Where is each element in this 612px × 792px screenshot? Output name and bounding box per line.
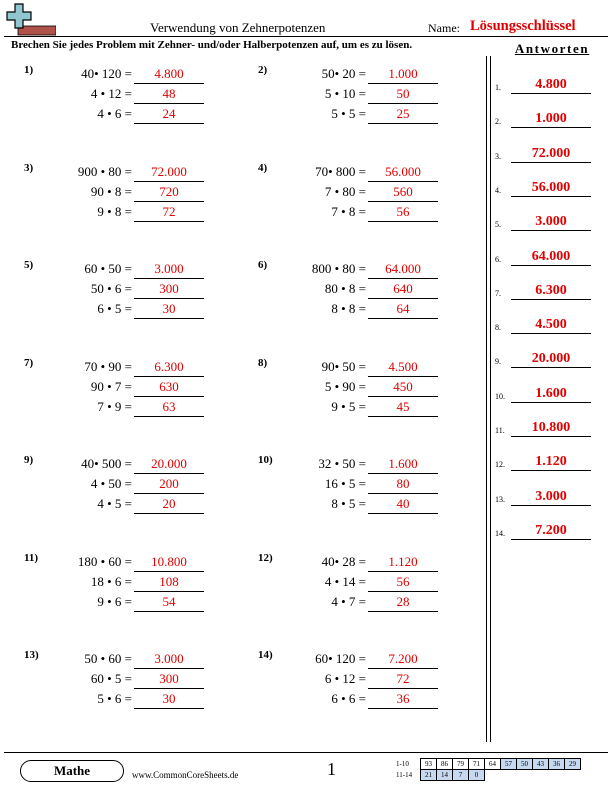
score-cell: 57 [501,759,517,770]
problem-number: 6) [258,259,268,271]
problem-line [24,86,224,106]
problem-answer-blank[interactable]: 48 [134,86,204,104]
answer-column-divider-inner [490,56,491,742]
answer-key-number: 11. [495,426,505,435]
problem-expression: 60 • 50 = [84,261,132,276]
score-row [396,770,581,781]
problem-answer-blank[interactable]: 54 [134,594,204,612]
answer-key-value[interactable]: 72.000 [511,145,591,163]
score-cell: 21 [421,770,437,781]
name-label: Name: [428,21,460,35]
problem-answer-blank[interactable]: 300 [134,671,204,689]
answer-key-item [495,141,605,163]
problem-expression: 7 • 9 = [97,398,132,414]
problem-line [258,204,458,224]
answer-key-number: 14. [495,528,505,538]
instructions: Brechen Sie jedes Problem mit Zehner- und/oder Halberpotenzen auf, um es zu lösen. [11,39,413,51]
problem-line [258,594,458,614]
problem-answer-blank[interactable]: 7.200 [368,651,438,669]
problem-answer-blank[interactable]: 72.000 [134,164,204,182]
answer-key-item [495,484,605,506]
problem-expression: 40• 28 = [321,553,366,569]
problem-line [24,204,224,224]
problem-line [258,496,458,516]
problem-line [24,399,224,419]
score-cell: 36 [549,759,565,770]
problem-expression: 7 • 80 = [324,183,366,199]
problem-expression: 60 • 5 = [90,671,132,686]
answer-key-number: 1. [495,83,501,92]
problem-expression: 8 • 8 = [331,301,366,316]
problem-expression: 5 • 90 = [324,378,366,394]
answer-key-value[interactable]: 3.000 [511,488,591,506]
problem-line [258,399,458,419]
problem-number: 3) [24,161,34,174]
problem-answer-blank[interactable]: 80 [368,476,438,494]
problem-expression: 70• 800 = [315,163,366,179]
problem-expression: 180 • 60 = [77,553,132,569]
answer-column-divider [486,56,487,742]
answer-key-value[interactable]: 4.800 [511,76,591,94]
problem-answer-blank[interactable]: 4.500 [368,359,438,377]
problem-line [24,379,224,399]
problem [24,64,224,134]
problem-answer-blank[interactable]: 3.000 [134,261,204,279]
problem-number: 14) [258,649,273,661]
problem-number: 13) [24,649,39,661]
problem [24,357,224,427]
problem-line [258,66,458,86]
problem-answer-blank[interactable]: 28 [368,594,438,612]
score-cell: 93 [421,759,437,770]
problem-number: 9) [24,454,34,466]
answer-key-title: Lösungsschlüssel [470,18,576,34]
problem-line [24,551,224,574]
answer-key-item [495,312,605,334]
problem-answer-blank[interactable]: 720 [134,184,204,202]
score-cell: 43 [533,759,549,770]
problem-expression: 5 • 5 = [331,106,366,121]
answer-key-number: 8. [495,323,501,333]
problem-expression: 70 • 90 = [84,358,132,374]
answer-key-value[interactable]: 3.000 [511,213,591,231]
problem-expression: 40• 500 = [81,456,132,471]
problem-answer-blank[interactable]: 560 [368,184,438,202]
problem-answer-blank[interactable]: 30 [134,301,204,319]
problem-line [24,574,224,594]
problem-number: 11) [24,551,39,564]
problem-line [258,106,458,126]
answer-key-item [495,381,605,403]
answer-key-value[interactable]: 1.120 [511,453,591,471]
problem-line [24,691,224,711]
problem-expression: 4 • 5 = [97,496,132,511]
problem-expression: 7 • 8 = [331,203,366,219]
score-table [396,758,581,781]
problem-number: 10) [258,454,273,466]
problem-line [24,66,224,86]
score-cell: 64 [485,759,501,770]
problem-line [24,161,224,184]
problem-expression: 5 • 10 = [324,86,366,101]
problem-answer-blank[interactable]: 56 [368,204,438,222]
problem-expression: 4 • 50 = [90,476,132,491]
problem-line [258,281,458,301]
problem-answer-blank[interactable]: 3.000 [134,651,204,669]
problem-line [24,496,224,516]
problem-expression: 9 • 6 = [97,593,132,609]
problem-answer-blank[interactable]: 4.800 [134,66,204,84]
answer-key-item [495,449,605,471]
problem-line [24,671,224,691]
problem-number: 7) [24,356,34,369]
problem-answer-blank[interactable]: 20.000 [134,456,204,474]
problem-line [258,456,458,476]
problem [24,454,224,524]
score-range: 11-14 [396,770,413,779]
problem-answer-blank[interactable]: 25 [368,106,438,124]
problem-expression: 50 • 6 = [90,281,132,296]
problem-number: 2) [258,64,268,76]
answer-key-item [495,415,605,437]
problem-answer-blank[interactable]: 64 [368,301,438,319]
answer-key-number: 10. [495,391,505,401]
score-range: 1-10 [396,759,409,768]
problem-answer-blank[interactable]: 50 [368,86,438,104]
answer-key-number: 12. [495,460,505,470]
problem-expression: 80 • 8 = [324,281,366,296]
problem [24,649,224,719]
answer-key-value[interactable]: 20.000 [511,350,591,368]
answer-key-value[interactable]: 56.000 [511,179,591,197]
answer-key-value[interactable]: 64.000 [511,248,591,266]
answer-key-value[interactable]: 7.200 [511,522,591,540]
problem-answer-blank[interactable]: 36 [368,691,438,709]
answer-key-item [495,346,605,368]
problem-number: 1) [24,64,34,76]
problem-line [258,161,458,184]
problem-line [258,671,458,691]
answer-key-item [495,175,605,197]
problem-answer-blank[interactable]: 6.300 [134,359,204,377]
answer-key-number: 2. [495,117,501,127]
problem-answer-blank[interactable]: 10.800 [134,554,204,572]
problem-line [24,456,224,476]
problem-expression: 32 • 50 = [318,456,366,471]
problem-expression: 90 • 7 = [90,378,132,394]
problem-line [258,574,458,594]
answer-key-value[interactable]: 4.500 [511,316,591,334]
score-cell: 7 [453,770,469,781]
problem-answer-blank[interactable]: 72 [368,671,438,689]
problem-line [258,551,458,574]
problem-answer-blank[interactable]: 63 [134,399,204,417]
problem [258,64,458,134]
answer-key-value[interactable]: 6.300 [511,282,591,300]
score-cell: 79 [453,759,469,770]
worksheet-title: Verwendung von Zehnerpotenzen [150,20,326,35]
answer-key-number: 13. [495,494,505,504]
problem-expression: 6 • 6 = [331,691,366,706]
problem-expression: 6 • 12 = [324,671,366,686]
problem-answer-blank[interactable]: 30 [134,691,204,709]
problem-line [24,106,224,126]
answer-key-number: 5. [495,220,501,230]
problem-line [24,476,224,496]
problem-expression: 90 • 8 = [90,183,132,199]
problem-answer-blank[interactable]: 1.600 [368,456,438,474]
problem-expression: 9 • 5 = [331,398,366,414]
answer-key-number: 9. [495,357,501,367]
problem-line [24,281,224,301]
problem-answer-blank[interactable]: 24 [134,106,204,124]
answer-key-number: 7. [495,288,501,298]
problem [258,357,458,427]
answer-key-item [495,518,605,540]
problem [258,552,458,622]
problem-expression: 90• 50 = [321,358,366,374]
problem-line [24,651,224,671]
problem-line [258,301,458,321]
score-cell: 50 [517,759,533,770]
problem-answer-blank[interactable]: 630 [134,379,204,397]
problem-answer-blank[interactable]: 1.120 [368,554,438,572]
problem-number: 8) [258,356,268,369]
problem [258,259,458,329]
problem-line [24,184,224,204]
problem [258,454,458,524]
subject-badge: Mathe [20,760,124,782]
problem-number: 4) [258,161,268,174]
score-cell: 86 [437,759,453,770]
answer-key-item [495,72,605,94]
problem-number: 5) [24,259,34,271]
header-divider [4,36,608,37]
problem-answer-blank[interactable]: 40 [368,496,438,514]
problem-answer-blank[interactable]: 20 [134,496,204,514]
problem-answer-blank[interactable]: 64.000 [368,261,438,279]
problem-line [258,86,458,106]
problem-line [24,301,224,321]
problem-expression: 16 • 5 = [324,476,366,491]
problem-line [258,691,458,711]
problem-number: 12) [258,551,273,564]
problem-expression: 5 • 6 = [97,691,132,706]
problem-line [258,651,458,671]
problem-expression: 800 • 80 = [311,261,366,276]
problem-answer-blank[interactable]: 56 [368,574,438,592]
answer-key-item [495,106,605,128]
problem-line [24,356,224,379]
page-number: 1 [327,759,336,779]
problem-line [258,356,458,379]
score-cell: 0 [469,770,485,781]
website-link[interactable]: www.CommonCoreSheets.de [132,770,239,780]
problem-line [258,476,458,496]
answer-key-item [495,209,605,231]
problem-answer-blank[interactable]: 108 [134,574,204,592]
problem-answer-blank[interactable]: 200 [134,476,204,494]
problem [24,552,224,622]
problem-line [258,379,458,399]
problem-expression: 50• 20 = [321,66,366,81]
problem-line [258,184,458,204]
score-cell: 29 [565,759,581,770]
problem-expression: 40• 120 = [81,66,132,81]
plus-sign-logo-icon [4,2,56,36]
problem-answer-blank[interactable]: 56.000 [368,164,438,182]
score-row [396,759,581,770]
footer-divider [4,752,608,753]
problem [24,259,224,329]
problem-expression: 8 • 5 = [331,496,366,511]
problem-expression: 4 • 7 = [331,593,366,609]
problem-answer-blank[interactable]: 45 [368,399,438,417]
problem-answer-blank[interactable]: 450 [368,379,438,397]
problem-answer-blank[interactable]: 300 [134,281,204,299]
answers-heading: Antworten [514,41,590,56]
score-cell: 14 [437,770,453,781]
problem-expression: 6 • 5 = [97,301,132,316]
answer-key-value[interactable]: 10.800 [511,419,591,437]
problem [258,162,458,232]
answer-key-value[interactable]: 1.600 [511,385,591,403]
problem-expression: 4 • 6 = [97,106,132,121]
problem-answer-blank[interactable]: 1.000 [368,66,438,84]
problem [24,162,224,232]
problem [258,649,458,719]
answer-key-number: 4. [495,185,501,195]
problem-expression: 4 • 12 = [90,86,132,101]
problem-answer-blank[interactable]: 72 [134,204,204,222]
answer-key-item [495,278,605,300]
problem-answer-blank[interactable]: 640 [368,281,438,299]
problem-line [24,261,224,281]
answer-key-number: 3. [495,151,501,161]
problem-line [258,261,458,281]
answer-key-item [495,244,605,266]
problem-line [24,594,224,614]
problem-expression: 900 • 80 = [77,163,132,179]
problem-expression: 50 • 60 = [84,651,132,666]
problem-expression: 9 • 8 = [97,203,132,219]
answer-key-value[interactable]: 1.000 [511,110,591,128]
problem-expression: 60• 120 = [315,651,366,666]
answer-key-number: 6. [495,254,501,264]
problem-expression: 18 • 6 = [90,573,132,589]
score-cell: 71 [469,759,485,770]
problem-expression: 4 • 14 = [324,573,366,589]
